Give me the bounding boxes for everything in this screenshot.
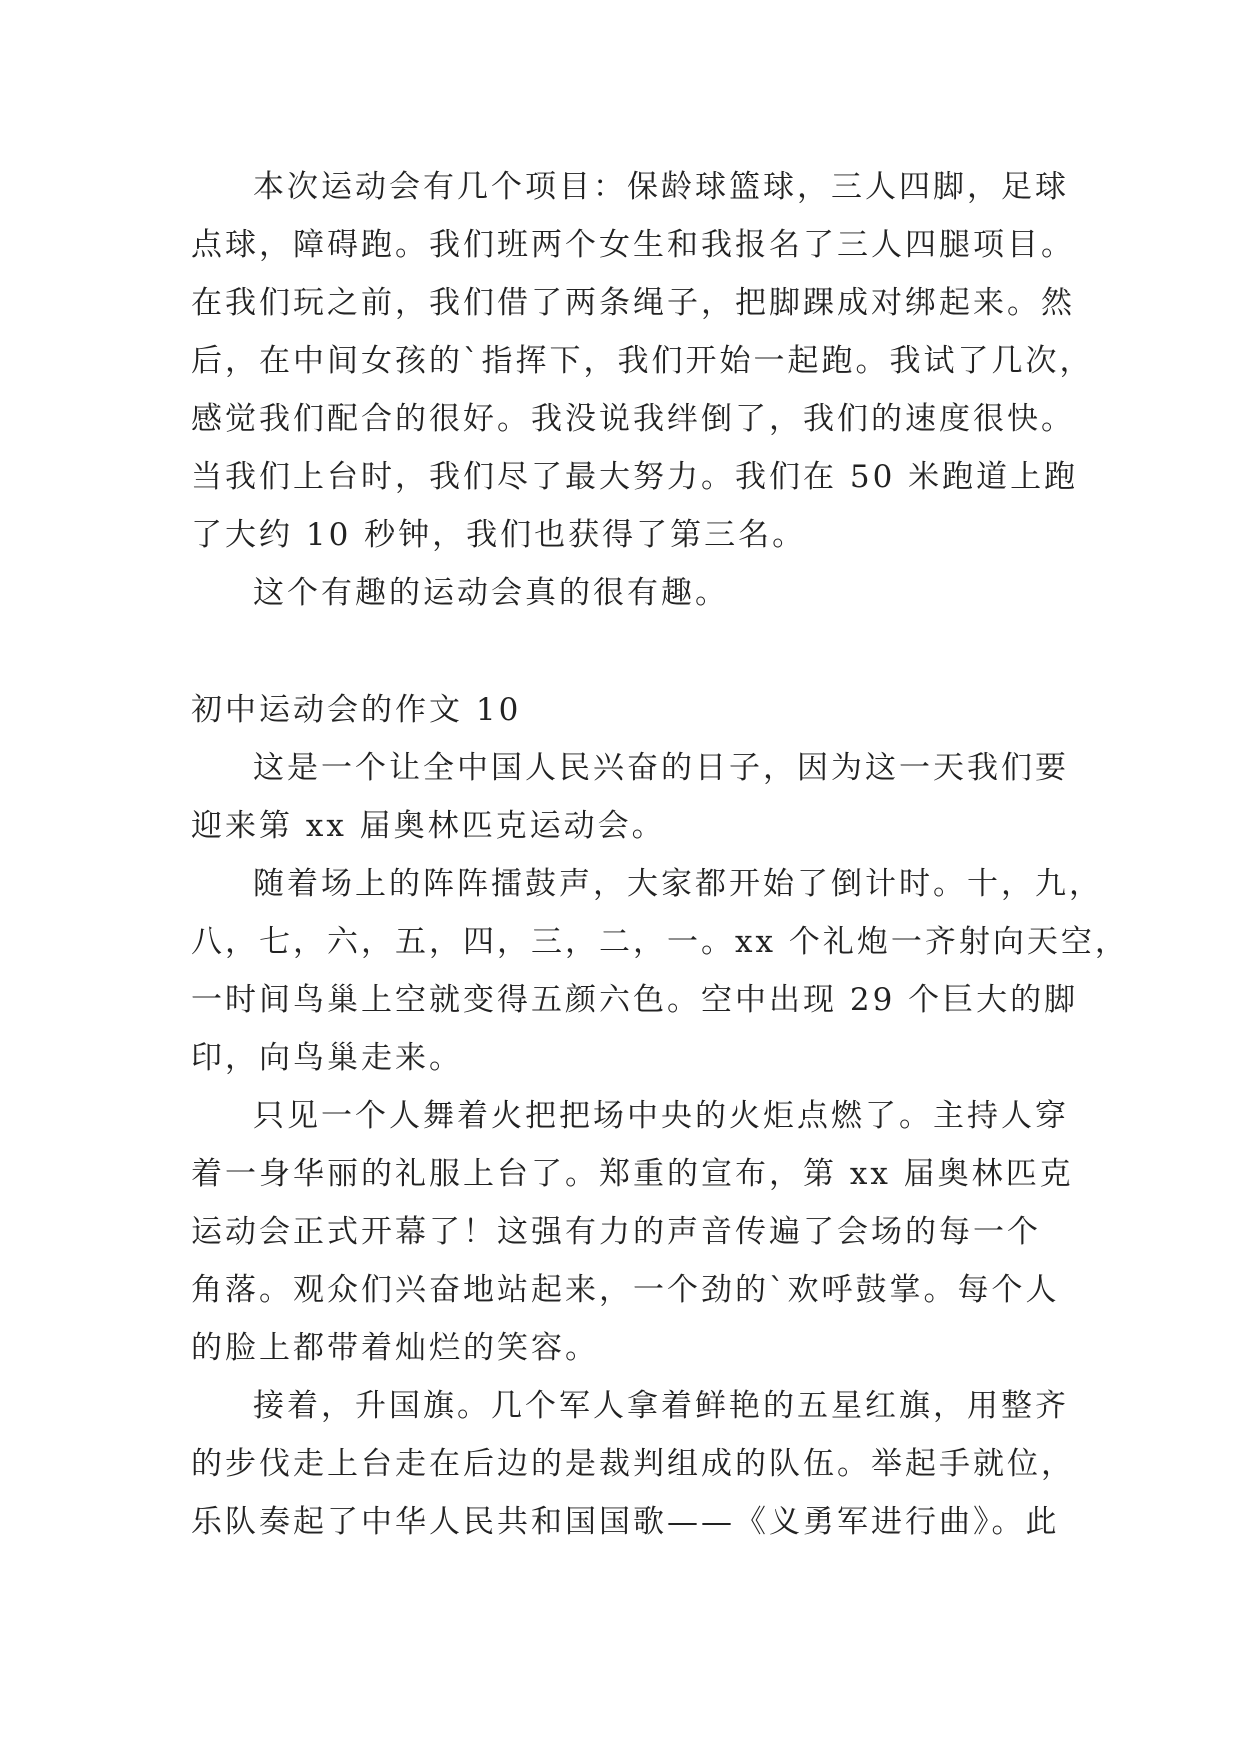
text-line: 在我们玩之前，我们借了两条绳子，把脚踝成对绑起来。然 <box>191 285 1075 321</box>
text-line: 着一身华丽的礼服上台了。郑重的宣布，第 xx 届奥林匹克 <box>191 1156 1074 1192</box>
text-line: 运动会正式开幕了！这强有力的声音传遍了会场的每一个 <box>191 1214 1041 1250</box>
paragraph <box>191 739 1071 855</box>
paragraph <box>191 1087 1074 1377</box>
text-line: 印，向鸟巢走来。 <box>191 1040 463 1076</box>
text-line: 迎来第 xx 届奥林匹克运动会。 <box>191 808 666 844</box>
section-heading <box>191 681 1071 739</box>
text-line: 点球，障碍跑。我们班两个女生和我报名了三人四腿项目。 <box>191 227 1075 263</box>
paragraph <box>191 564 1071 622</box>
document-body <box>191 158 1129 1551</box>
text-line: 的脸上都带着灿烂的笑容。 <box>191 1330 599 1366</box>
text-line: 了大约 10 秒钟，我们也获得了第三名。 <box>191 517 807 553</box>
text-line: 乐队奏起了中华人民共和国国歌——《义勇军进行曲》。此 <box>191 1504 1060 1540</box>
text-line: 感觉我们配合的很好。我没说我绊倒了，我们的速度很快。 <box>191 401 1075 437</box>
text-line: 角落。观众们兴奋地站起来，一个劲的`欢呼鼓掌。每个人 <box>191 1272 1060 1308</box>
text-line: 这是一个让全中国人民兴奋的日子，因为这一天我们要 <box>253 750 1069 786</box>
text-line: 八，七，六，五，四，三，二，一。xx 个礼炮一齐射向天空， <box>191 924 1129 960</box>
text-line: 一时间鸟巢上空就变得五颜六色。空中出现 29 个巨大的脚 <box>191 982 1079 1018</box>
text-line: 的步伐走上台走在后边的是裁判组成的队伍。举起手就位， <box>191 1446 1075 1482</box>
heading-text: 初中运动会的作文 10 <box>191 692 522 728</box>
paragraph <box>191 158 1094 564</box>
text-line: 只见一个人舞着火把把场中央的火炬点燃了。主持人穿 <box>253 1098 1069 1134</box>
text-line: 随着场上的阵阵擂鼓声，大家都开始了倒计时。十，九， <box>253 866 1103 902</box>
text-line: 接着，升国旗。几个军人拿着鲜艳的五星红旗，用整齐 <box>253 1388 1069 1424</box>
text-line: 后，在中间女孩的`指挥下，我们开始一起跑。我试了几次， <box>191 343 1094 379</box>
paragraph <box>191 855 1129 1087</box>
paragraph <box>191 1377 1075 1551</box>
text-line: 这个有趣的运动会真的很有趣。 <box>253 575 729 611</box>
text-line: 本次运动会有几个项目：保龄球篮球，三人四脚，足球 <box>253 169 1069 205</box>
text-line: 当我们上台时，我们尽了最大努力。我们在 50 米跑道上跑 <box>191 459 1079 495</box>
